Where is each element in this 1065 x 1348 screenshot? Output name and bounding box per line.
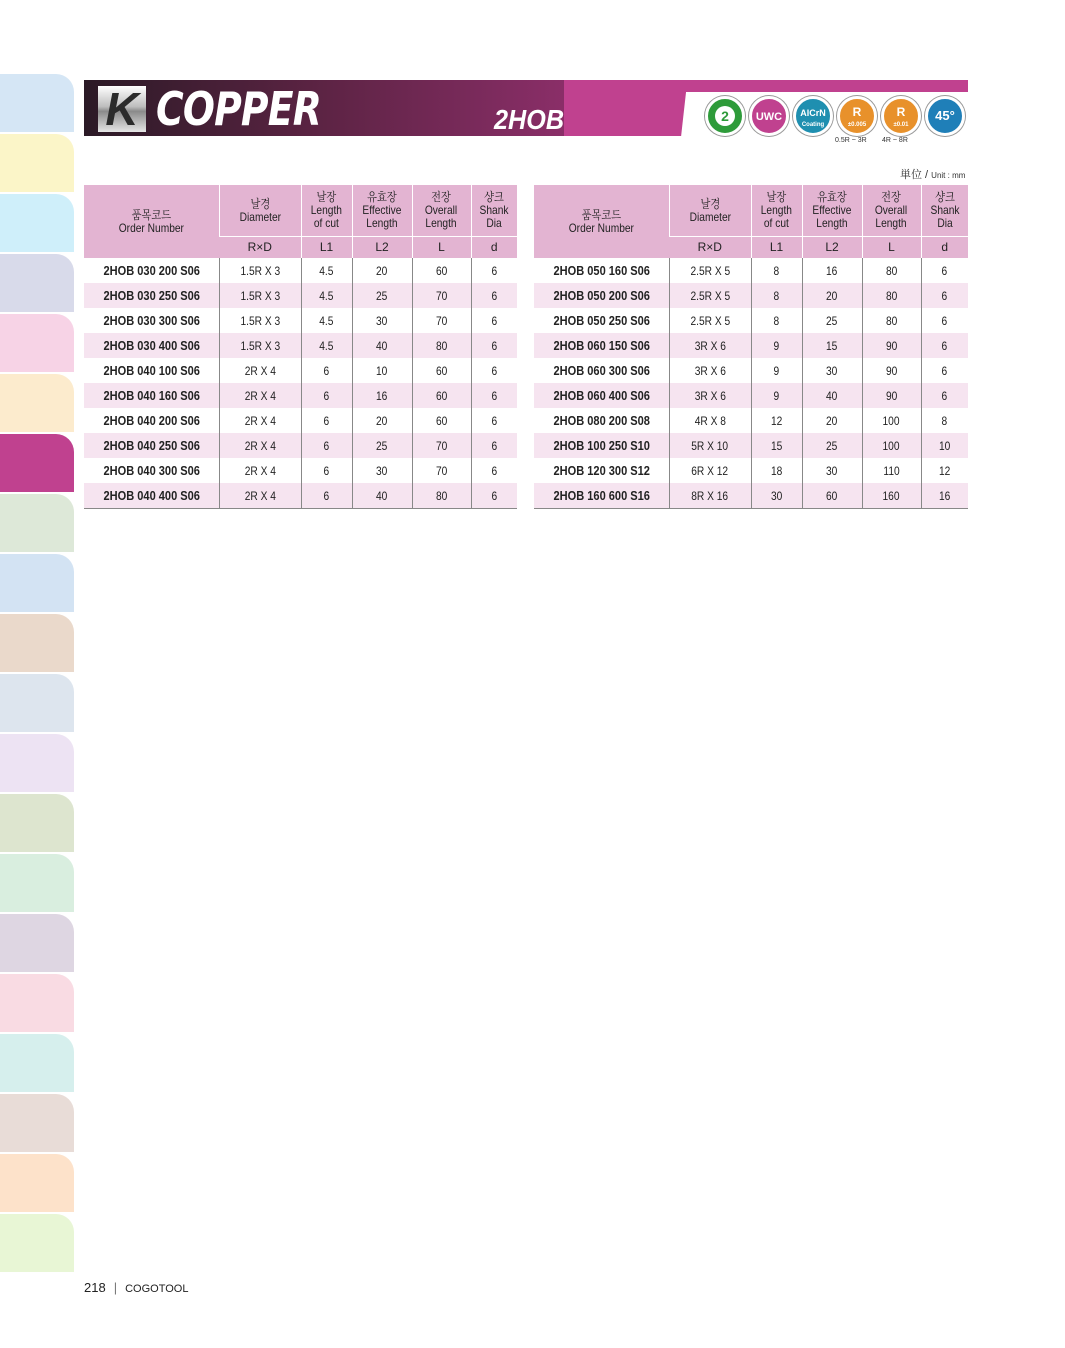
table-row [84,383,517,408]
order-number-cell: 2HOB 050 160 S06 [553,263,650,278]
symbol-rxd: R×D [669,237,751,259]
overall-length-cell: 100 [862,433,921,458]
shank-dia-cell: 6 [471,283,517,308]
table-row [534,408,968,433]
table-row [534,458,968,483]
diameter-cell: 1.5R X 3 [219,333,301,358]
header-effective-length: 유효장 Effective Length [802,185,862,237]
diameter-cell: 2.5R X 5 [669,283,751,308]
diameter-cell: 2R X 4 [219,358,301,383]
overall-length-cell: 70 [412,283,471,308]
effective-length-cell: 40 [352,483,412,509]
table-row [534,308,968,333]
page-title: COPPER [156,82,321,136]
order-number-cell: 2HOB 040 200 S06 [103,413,200,428]
series-name: 2HOB [494,104,565,135]
order-number-cell: 2HOB 160 600 S16 [534,483,669,509]
shank-dia-cell: 6 [471,483,517,509]
badge-subtext: ±0.005 [847,122,867,128]
order-number-cell: 2HOB 060 300 S06 [553,363,650,378]
side-tab [0,494,74,552]
shank-dia-cell: 6 [921,358,968,383]
symbol-rxd: R×D [219,237,301,259]
diameter-cell: 1.5R X 3 [219,258,301,283]
length-of-cut-cell: 18 [751,458,802,483]
table-row [534,383,968,408]
shank-dia-cell: 12 [921,458,968,483]
shank-dia-cell: 6 [921,258,968,283]
effective-length-cell: 25 [802,308,862,333]
order-number-cell: 2HOB 060 400 S06 [534,383,669,408]
order-number-cell: 2HOB 080 200 S08 [553,413,650,428]
overall-length-cell: 90 [862,358,921,383]
diameter-cell: 1.5R X 3 [219,283,301,308]
table-row [84,483,517,509]
side-section-tabs [0,74,74,1274]
banner-pink-panel [564,80,686,136]
symbol-l: L [412,237,471,259]
length-of-cut-cell: 8 [751,258,802,283]
effective-length-cell: 30 [352,308,412,333]
shank-dia-cell: 6 [471,258,517,283]
order-number-cell: 2HOB 100 250 S10 [534,433,669,458]
header-order-number: 품목코드 Order Number [84,185,219,258]
header-shank-dia: 샹크 Shank Dia [471,185,517,237]
effective-length-cell: 30 [802,458,862,483]
side-tab [0,674,74,732]
diameter-cell: 2R X 4 [219,483,301,509]
uwc-icon [749,96,789,136]
overall-length-cell: 90 [862,333,921,358]
shank-dia-cell: 6 [471,433,517,458]
order-number-cell: 2HOB 040 250 S06 [84,433,219,458]
order-number-cell: 2HOB 030 200 S06 [103,263,200,278]
overall-length-cell: 80 [862,283,921,308]
table-row [84,308,517,333]
order-number-cell: 2HOB 050 200 S06 [534,283,669,308]
table-row [84,333,517,358]
diameter-cell: 5R X 10 [669,433,751,458]
header-overall-length: 전장 Overall Length [412,185,471,237]
shank-dia-cell: 6 [921,383,968,408]
radius-tolerance-005-icon [837,96,877,136]
side-tab [0,914,74,972]
table-row [84,408,517,433]
order-number-cell: 2HOB 120 300 S12 [553,463,650,478]
order-number-cell: 2HOB 030 250 S06 [84,283,219,308]
unit-sub: Unit : mm [931,171,966,180]
symbol-l1: L1 [751,237,802,259]
order-number-cell: 2HOB 030 300 S06 [103,313,200,328]
length-of-cut-cell: 30 [751,483,802,509]
order-number-cell: 2HOB 040 300 S06 [103,463,200,478]
effective-length-cell: 20 [802,408,862,433]
header-diameter: 날경 Diameter [219,185,301,237]
spec-table-right [534,185,968,509]
unit-label: 単位 / Unit : mm [900,169,966,181]
length-of-cut-cell: 9 [751,383,802,408]
symbol-l: L [862,237,921,259]
side-tab [0,1214,74,1272]
table-row [84,283,517,308]
effective-length-cell: 40 [802,383,862,408]
order-number-cell: 2HOB 040 160 S06 [84,383,219,408]
overall-length-cell: 60 [412,408,471,433]
page-number: 218 [84,1280,106,1295]
brand-name: COGOTOOL [125,1283,189,1295]
side-tab [0,554,74,612]
shank-dia-cell: 8 [921,408,968,433]
effective-length-cell: 15 [802,333,862,358]
badge-text: 45° [935,108,955,123]
length-of-cut-cell: 4.5 [301,308,352,333]
diameter-cell: 4R X 8 [669,408,751,433]
side-tab [0,254,74,312]
header-length-of-cut: 날장 Length of cut [751,185,802,237]
overall-length-cell: 60 [412,258,471,283]
shank-dia-cell: 6 [471,358,517,383]
side-tab [0,614,74,672]
symbol-l2: L2 [352,237,412,259]
symbol-d: d [921,237,968,259]
effective-length-cell: 20 [352,258,412,283]
flutes-2-icon [705,96,745,136]
table-row [534,258,968,283]
badge-subtext: ±0.01 [893,122,909,128]
diameter-cell: 3R X 6 [669,383,751,408]
side-tab [0,434,74,492]
footer-separator: | [113,1280,118,1295]
shank-dia-cell: 6 [471,408,517,433]
badge-note-1: 0.5R ~ 3R [835,137,867,144]
effective-length-cell: 25 [802,433,862,458]
shank-dia-cell: 6 [471,458,517,483]
effective-length-cell: 10 [352,358,412,383]
overall-length-cell: 70 [412,433,471,458]
overall-length-cell: 70 [412,308,471,333]
unit-main: 単位 [900,169,922,181]
header-overall-length: 전장 Overall Length [862,185,921,237]
length-of-cut-cell: 4.5 [301,333,352,358]
effective-length-cell: 30 [802,358,862,383]
effective-length-cell: 60 [802,483,862,509]
diameter-cell: 6R X 12 [669,458,751,483]
table-row [84,358,517,383]
overall-length-cell: 80 [862,308,921,333]
shank-dia-cell: 6 [921,308,968,333]
effective-length-cell: 20 [352,408,412,433]
overall-length-cell: 160 [862,483,921,509]
symbol-d: d [471,237,517,259]
radius-tolerance-001-icon [881,96,921,136]
side-tab [0,734,74,792]
badge-text: UWC [755,111,783,123]
side-tab [0,974,74,1032]
alcrn-coating-icon [793,96,833,136]
side-tab [0,1094,74,1152]
side-tab [0,194,74,252]
effective-length-cell: 16 [802,258,862,283]
side-tab [0,314,74,372]
length-of-cut-cell: 6 [301,383,352,408]
badge-text: R [896,105,906,119]
order-number-cell: 2HOB 040 400 S06 [84,483,219,509]
overall-length-cell: 80 [412,333,471,358]
header-order-number: 품목코드 Order Number [534,185,669,258]
effective-length-cell: 20 [802,283,862,308]
length-of-cut-cell: 6 [301,408,352,433]
symbol-l1: L1 [301,237,352,259]
effective-length-cell: 25 [352,283,412,308]
shank-dia-cell: 6 [921,333,968,358]
header-length-of-cut: 날장 Length of cut [301,185,352,237]
overall-length-cell: 60 [412,358,471,383]
length-of-cut-cell: 9 [751,358,802,383]
side-tab [0,374,74,432]
side-tab [0,1154,74,1212]
shank-dia-cell: 6 [471,308,517,333]
length-of-cut-cell: 6 [301,433,352,458]
side-tab [0,1034,74,1092]
effective-length-cell: 16 [352,383,412,408]
length-of-cut-cell: 6 [301,458,352,483]
table-row [534,433,968,458]
badge-subtext: Coating [801,122,825,128]
diameter-cell: 2R X 4 [219,458,301,483]
diameter-cell: 3R X 6 [669,333,751,358]
order-number-cell: 2HOB 050 250 S06 [553,313,650,328]
length-of-cut-cell: 4.5 [301,258,352,283]
shank-dia-cell: 6 [921,283,968,308]
overall-length-cell: 80 [412,483,471,509]
effective-length-cell: 30 [352,458,412,483]
order-number-cell: 2HOB 060 150 S06 [534,333,669,358]
overall-length-cell: 90 [862,383,921,408]
diameter-cell: 2.5R X 5 [669,258,751,283]
shank-dia-cell: 10 [921,433,968,458]
length-of-cut-cell: 8 [751,308,802,333]
table-row [84,433,517,458]
table-row [84,458,517,483]
effective-length-cell: 25 [352,433,412,458]
effective-length-cell: 40 [352,333,412,358]
k-logo: K [98,86,146,132]
order-number-cell: 2HOB 040 100 S06 [103,363,200,378]
overall-length-cell: 100 [862,408,921,433]
table-row [534,358,968,383]
badge-text: 2 [715,106,735,126]
length-of-cut-cell: 4.5 [301,283,352,308]
diameter-cell: 2.5R X 5 [669,308,751,333]
page-footer [84,1280,188,1295]
overall-length-cell: 80 [862,258,921,283]
side-tab [0,854,74,912]
length-of-cut-cell: 12 [751,408,802,433]
badge-text: R [852,105,862,119]
diameter-cell: 8R X 16 [669,483,751,509]
badge-note-2: 4R ~ 8R [882,137,908,144]
badge-text: AlCrN [800,108,826,118]
table-row [84,258,517,283]
diameter-cell: 2R X 4 [219,408,301,433]
header-effective-length: 유효장 Effective Length [352,185,412,237]
header-diameter: 날경 Diameter [669,185,751,237]
table-row [534,283,968,308]
shank-dia-cell: 16 [921,483,968,509]
shank-dia-cell: 6 [471,383,517,408]
overall-length-cell: 110 [862,458,921,483]
overall-length-cell: 60 [412,383,471,408]
order-number-cell: 2HOB 030 400 S06 [84,333,219,358]
length-of-cut-cell: 9 [751,333,802,358]
side-tab [0,74,74,132]
feature-badges [705,96,967,138]
symbol-l2: L2 [802,237,862,259]
length-of-cut-cell: 6 [301,358,352,383]
side-tab [0,794,74,852]
table-row [534,483,968,509]
header-shank-dia: 샹크 Shank Dia [921,185,968,237]
diameter-cell: 2R X 4 [219,433,301,458]
diameter-cell: 2R X 4 [219,383,301,408]
helix-45-icon [925,96,965,136]
length-of-cut-cell: 15 [751,433,802,458]
spec-table-left [84,185,517,509]
length-of-cut-cell: 6 [301,483,352,509]
diameter-cell: 3R X 6 [669,358,751,383]
table-row [534,333,968,358]
shank-dia-cell: 6 [471,333,517,358]
diameter-cell: 1.5R X 3 [219,308,301,333]
length-of-cut-cell: 8 [751,283,802,308]
overall-length-cell: 70 [412,458,471,483]
side-tab [0,134,74,192]
